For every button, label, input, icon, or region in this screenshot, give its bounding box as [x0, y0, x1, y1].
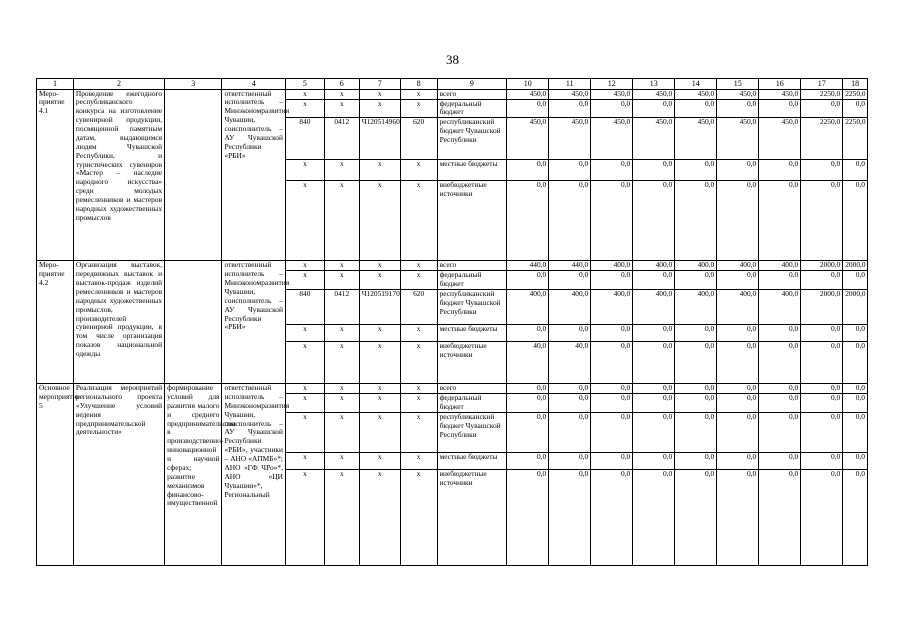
funding-value: 0,0 [801, 325, 843, 342]
funding-value: 450,0 [759, 118, 801, 160]
funding-value: 450,0 [549, 118, 591, 160]
funding-value: 0,0 [675, 469, 717, 565]
funding-value: 0,0 [801, 271, 843, 290]
funding-value: 0,0 [633, 342, 675, 384]
table-row [37, 384, 868, 394]
funding-value: 0,0 [507, 181, 549, 261]
funding-value: 0,0 [633, 325, 675, 342]
table-row [37, 261, 868, 271]
funding-value: 0,0 [507, 271, 549, 290]
code-grbs: 840 [285, 290, 324, 325]
funding-value: 0,0 [507, 394, 549, 413]
code-section: x [324, 99, 359, 118]
funding-value: 450,0 [717, 118, 759, 160]
code-target-article: x [359, 452, 400, 469]
funding-value: 0,0 [717, 384, 759, 394]
column-number-row [37, 79, 868, 90]
event-executor: ответственный исполнитель – Минэкономразвития Чувашии, соисполнитель – АУ Чувашской Республики «РБИ», участники – АНО «АПМБ»*; АНО «ГФ ЧРо»*, АНО «ЦИ Чувашии»*, Региональный [222, 384, 286, 566]
funding-value: 0,0 [591, 469, 633, 565]
code-grbs: x [285, 261, 324, 271]
column-number: 16 [759, 79, 801, 90]
code-target-article: x [359, 99, 400, 118]
code-grbs: 840 [285, 118, 324, 160]
funding-value: 0,0 [507, 99, 549, 118]
code-target-article: Ч120519170 [359, 290, 400, 325]
funding-value: 0,0 [633, 469, 675, 565]
code-grbs: x [285, 160, 324, 181]
funding-value: 0,0 [843, 160, 868, 181]
code-target-article: x [359, 394, 400, 413]
funding-value: 0,0 [759, 469, 801, 565]
code-section: 0412 [324, 118, 359, 160]
funding-value: 0,0 [843, 99, 868, 118]
funding-value: 0,0 [801, 160, 843, 181]
funding-value: 0,0 [801, 452, 843, 469]
funding-value: 450,0 [549, 89, 591, 99]
funding-value: 40,0 [507, 342, 549, 384]
event-name: Меро-приятие 4.2 [37, 261, 74, 384]
column-number: 7 [359, 79, 400, 90]
funding-value: 0,0 [717, 412, 759, 452]
code-grbs: x [285, 99, 324, 118]
code-grbs: x [285, 325, 324, 342]
column-number: 9 [437, 79, 507, 90]
funding-source: республиканский бюджет Чувашской Республики [437, 118, 507, 160]
funding-value: 0,0 [717, 271, 759, 290]
funding-value: 0,0 [591, 412, 633, 452]
funding-value: 400,0 [717, 261, 759, 271]
funding-value: 0,0 [717, 469, 759, 565]
funding-value: 0,0 [633, 160, 675, 181]
column-number: 11 [549, 79, 591, 90]
funding-value: 2250,0 [843, 118, 868, 160]
funding-value: 0,0 [549, 99, 591, 118]
funding-source: республиканский бюджет Чувашской Республики [437, 290, 507, 325]
code-expense-type: x [400, 325, 437, 342]
column-number: 13 [633, 79, 675, 90]
funding-value: 0,0 [675, 160, 717, 181]
column-number: 2 [73, 79, 164, 90]
funding-value: 0,0 [633, 412, 675, 452]
funding-value: 450,0 [675, 89, 717, 99]
code-expense-type: x [400, 394, 437, 413]
funding-value: 0,0 [549, 160, 591, 181]
event-description: Реализация мероприятий регионального проекта «Улучшение условий ведения предпринимательской деятельности» [73, 384, 164, 566]
funding-value: 2000,0 [843, 261, 868, 271]
code-section: x [324, 452, 359, 469]
funding-value: 0,0 [759, 99, 801, 118]
funding-value: 0,0 [591, 384, 633, 394]
funding-value: 0,0 [591, 99, 633, 118]
funding-value: 0,0 [549, 271, 591, 290]
funding-value: 0,0 [675, 384, 717, 394]
code-target-article: x [359, 160, 400, 181]
funding-value: 0,0 [633, 452, 675, 469]
funding-value: 450,0 [717, 89, 759, 99]
funding-value: 0,0 [843, 384, 868, 394]
funding-value: 0,0 [591, 271, 633, 290]
code-section: x [324, 412, 359, 452]
funding-value: 0,0 [801, 181, 843, 261]
event-name: Основное мероприятие 5 [37, 384, 74, 566]
funding-value: 0,0 [843, 181, 868, 261]
column-number: 10 [507, 79, 549, 90]
column-number: 1 [37, 79, 74, 90]
funding-source: внебюджетные источники [437, 469, 507, 565]
code-section: x [324, 384, 359, 394]
funding-value: 0,0 [843, 469, 868, 565]
funding-value: 0,0 [759, 452, 801, 469]
funding-source: местные бюджеты [437, 325, 507, 342]
funding-value: 0,0 [549, 412, 591, 452]
column-number: 17 [801, 79, 843, 90]
funding-value: 450,0 [591, 89, 633, 99]
funding-value: 400,0 [633, 290, 675, 325]
column-number: 18 [843, 79, 868, 90]
code-expense-type: x [400, 89, 437, 99]
funding-value: 400,0 [759, 290, 801, 325]
funding-value: 400,0 [633, 261, 675, 271]
funding-value: 40,0 [549, 342, 591, 384]
code-section: x [324, 469, 359, 565]
code-target-article: Ч120514960 [359, 118, 400, 160]
code-target-article: x [359, 342, 400, 384]
funding-value: 0,0 [843, 452, 868, 469]
code-target-article: x [359, 384, 400, 394]
code-grbs: x [285, 342, 324, 384]
code-expense-type: x [400, 469, 437, 565]
event-goal [165, 89, 222, 261]
code-section: x [324, 89, 359, 99]
code-target-article: x [359, 325, 400, 342]
code-target-article: x [359, 469, 400, 565]
funding-value: 0,0 [633, 181, 675, 261]
funding-value: 0,0 [801, 342, 843, 384]
code-expense-type: 620 [400, 290, 437, 325]
funding-value: 0,0 [591, 342, 633, 384]
funding-value: 2250,0 [801, 118, 843, 160]
funding-value: 0,0 [717, 99, 759, 118]
funding-value: 2000,0 [801, 290, 843, 325]
code-section: 0412 [324, 290, 359, 325]
code-grbs: x [285, 271, 324, 290]
funding-source: федеральный бюджет [437, 99, 507, 118]
funding-value: 400,0 [549, 290, 591, 325]
code-target-article: x [359, 271, 400, 290]
code-expense-type: 620 [400, 118, 437, 160]
funding-value: 2250,0 [801, 89, 843, 99]
code-target-article: x [359, 89, 400, 99]
funding-source: всего [437, 384, 507, 394]
code-expense-type: x [400, 384, 437, 394]
code-expense-type: x [400, 99, 437, 118]
code-expense-type: x [400, 261, 437, 271]
funding-value: 0,0 [801, 412, 843, 452]
funding-value: 0,0 [801, 99, 843, 118]
funding-value: 0,0 [759, 384, 801, 394]
code-section: x [324, 261, 359, 271]
funding-value: 0,0 [507, 452, 549, 469]
code-grbs: x [285, 394, 324, 413]
funding-source: внебюджетные источники [437, 181, 507, 261]
code-section: x [324, 181, 359, 261]
funding-value: 450,0 [675, 118, 717, 160]
funding-value: 0,0 [507, 469, 549, 565]
funding-value: 0,0 [549, 384, 591, 394]
funding-value: 0,0 [633, 99, 675, 118]
funding-value: 2250,0 [843, 89, 868, 99]
funding-value: 0,0 [717, 452, 759, 469]
funding-source: федеральный бюджет [437, 394, 507, 413]
funding-value: 450,0 [633, 89, 675, 99]
funding-value: 0,0 [675, 394, 717, 413]
funding-value: 0,0 [591, 160, 633, 181]
funding-value: 0,0 [507, 384, 549, 394]
funding-value: 450,0 [759, 89, 801, 99]
event-goal [165, 261, 222, 384]
funding-value: 0,0 [591, 394, 633, 413]
column-number: 15 [717, 79, 759, 90]
funding-value: 0,0 [591, 181, 633, 261]
code-grbs: x [285, 452, 324, 469]
code-section: x [324, 342, 359, 384]
funding-value: 0,0 [759, 342, 801, 384]
funding-value: 400,0 [759, 261, 801, 271]
funding-value: 0,0 [633, 394, 675, 413]
funding-value: 0,0 [549, 452, 591, 469]
funding-source: федеральный бюджет [437, 271, 507, 290]
code-target-article: x [359, 261, 400, 271]
funding-value: 0,0 [675, 452, 717, 469]
column-number: 5 [285, 79, 324, 90]
funding-value: 400,0 [591, 261, 633, 271]
code-section: x [324, 271, 359, 290]
funding-source: республиканский бюджет Чувашской Республики [437, 412, 507, 452]
funding-value: 400,0 [717, 290, 759, 325]
funding-value: 0,0 [843, 394, 868, 413]
event-executor: ответственный исполнитель – Минэкономразвития Чувашии, соисполнитель – АУ Чувашской Республики «РБИ» [222, 261, 286, 384]
column-number: 14 [675, 79, 717, 90]
funding-value: 0,0 [843, 412, 868, 452]
funding-value: 0,0 [759, 394, 801, 413]
code-target-article: x [359, 181, 400, 261]
funding-value: 0,0 [591, 325, 633, 342]
funding-value: 0,0 [759, 271, 801, 290]
event-name: Меро-приятие 4.1 [37, 89, 74, 261]
code-expense-type: x [400, 271, 437, 290]
funding-value: 0,0 [759, 325, 801, 342]
funding-value: 0,0 [675, 271, 717, 290]
funding-value: 400,0 [591, 290, 633, 325]
funding-value: 440,0 [507, 261, 549, 271]
funding-value: 0,0 [801, 469, 843, 565]
funding-value: 0,0 [801, 394, 843, 413]
code-grbs: x [285, 412, 324, 452]
funding-value: 0,0 [675, 99, 717, 118]
code-expense-type: x [400, 412, 437, 452]
event-goal: формирование условий для развития малого и среднего предпринимательства в производственно-инновационной и научной сферах; развитие механизмов финансово-имущественной [165, 384, 222, 566]
funding-value: 0,0 [549, 325, 591, 342]
funding-value: 440,0 [549, 261, 591, 271]
funding-value: 0,0 [675, 412, 717, 452]
funding-value: 0,0 [633, 384, 675, 394]
funding-value: 400,0 [675, 261, 717, 271]
funding-value: 0,0 [507, 160, 549, 181]
funding-value: 0,0 [633, 271, 675, 290]
column-number: 4 [222, 79, 286, 90]
funding-value: 0,0 [549, 469, 591, 565]
event-executor: ответственный исполнитель – Минэкономразвития Чувашии, соисполнитель – АУ Чувашской Республики «РБИ» [222, 89, 286, 261]
funding-value: 450,0 [507, 118, 549, 160]
code-grbs: x [285, 469, 324, 565]
code-target-article: x [359, 412, 400, 452]
page-number: 38 [446, 52, 459, 67]
funding-value: 0,0 [675, 342, 717, 384]
event-description: Проведение ежегодного республиканского конкурса на изготовление сувенирной продукции, посвященной памятным датам, выдающимся людям Чувашской Республики, и туристических сувениров «Мастер – наследие народного искусства» среди молодых ремесленников и мастеров народных художественных промыслов [73, 89, 164, 261]
code-expense-type: x [400, 160, 437, 181]
column-number: 12 [591, 79, 633, 90]
code-expense-type: x [400, 342, 437, 384]
code-section: x [324, 394, 359, 413]
funding-source: внебюджетные источники [437, 342, 507, 384]
code-grbs: x [285, 181, 324, 261]
funding-value: 0,0 [717, 394, 759, 413]
funding-source: всего [437, 89, 507, 99]
funding-value: 0,0 [717, 181, 759, 261]
code-section: x [324, 160, 359, 181]
code-expense-type: x [400, 181, 437, 261]
column-number: 6 [324, 79, 359, 90]
funding-source: местные бюджеты [437, 452, 507, 469]
code-section: x [324, 325, 359, 342]
funding-value: 0,0 [675, 325, 717, 342]
funding-value: 0,0 [717, 160, 759, 181]
program-table [36, 78, 868, 566]
funding-value: 0,0 [843, 342, 868, 384]
code-grbs: x [285, 384, 324, 394]
funding-value: 450,0 [507, 89, 549, 99]
funding-value: 450,0 [633, 118, 675, 160]
funding-value: 0,0 [759, 160, 801, 181]
funding-value: 0,0 [507, 325, 549, 342]
event-description: Организация выставок, передвижных выставок и выставок-продаж изделий ремесленников и мастеров народных художественных промыслов, производителей сувенирной продукции, в том числе организация показов национальной одежды [73, 261, 164, 384]
code-grbs: x [285, 89, 324, 99]
funding-value: 0,0 [549, 181, 591, 261]
code-expense-type: x [400, 452, 437, 469]
column-number: 8 [400, 79, 437, 90]
funding-value: 400,0 [675, 290, 717, 325]
funding-value: 0,0 [801, 384, 843, 394]
funding-value: 0,0 [549, 394, 591, 413]
funding-value: 0,0 [675, 181, 717, 261]
funding-source: всего [437, 261, 507, 271]
table-row [37, 89, 868, 99]
column-number: 3 [165, 79, 222, 90]
funding-value: 2000,0 [801, 261, 843, 271]
funding-value: 0,0 [843, 325, 868, 342]
funding-value: 0,0 [717, 342, 759, 384]
funding-source: местные бюджеты [437, 160, 507, 181]
funding-value: 0,0 [843, 271, 868, 290]
funding-value: 400,0 [507, 290, 549, 325]
funding-value: 0,0 [717, 325, 759, 342]
funding-value: 0,0 [591, 452, 633, 469]
funding-value: 450,0 [591, 118, 633, 160]
funding-value: 0,0 [507, 412, 549, 452]
funding-value: 0,0 [759, 412, 801, 452]
funding-value: 2000,0 [843, 290, 868, 325]
funding-value: 0,0 [759, 181, 801, 261]
